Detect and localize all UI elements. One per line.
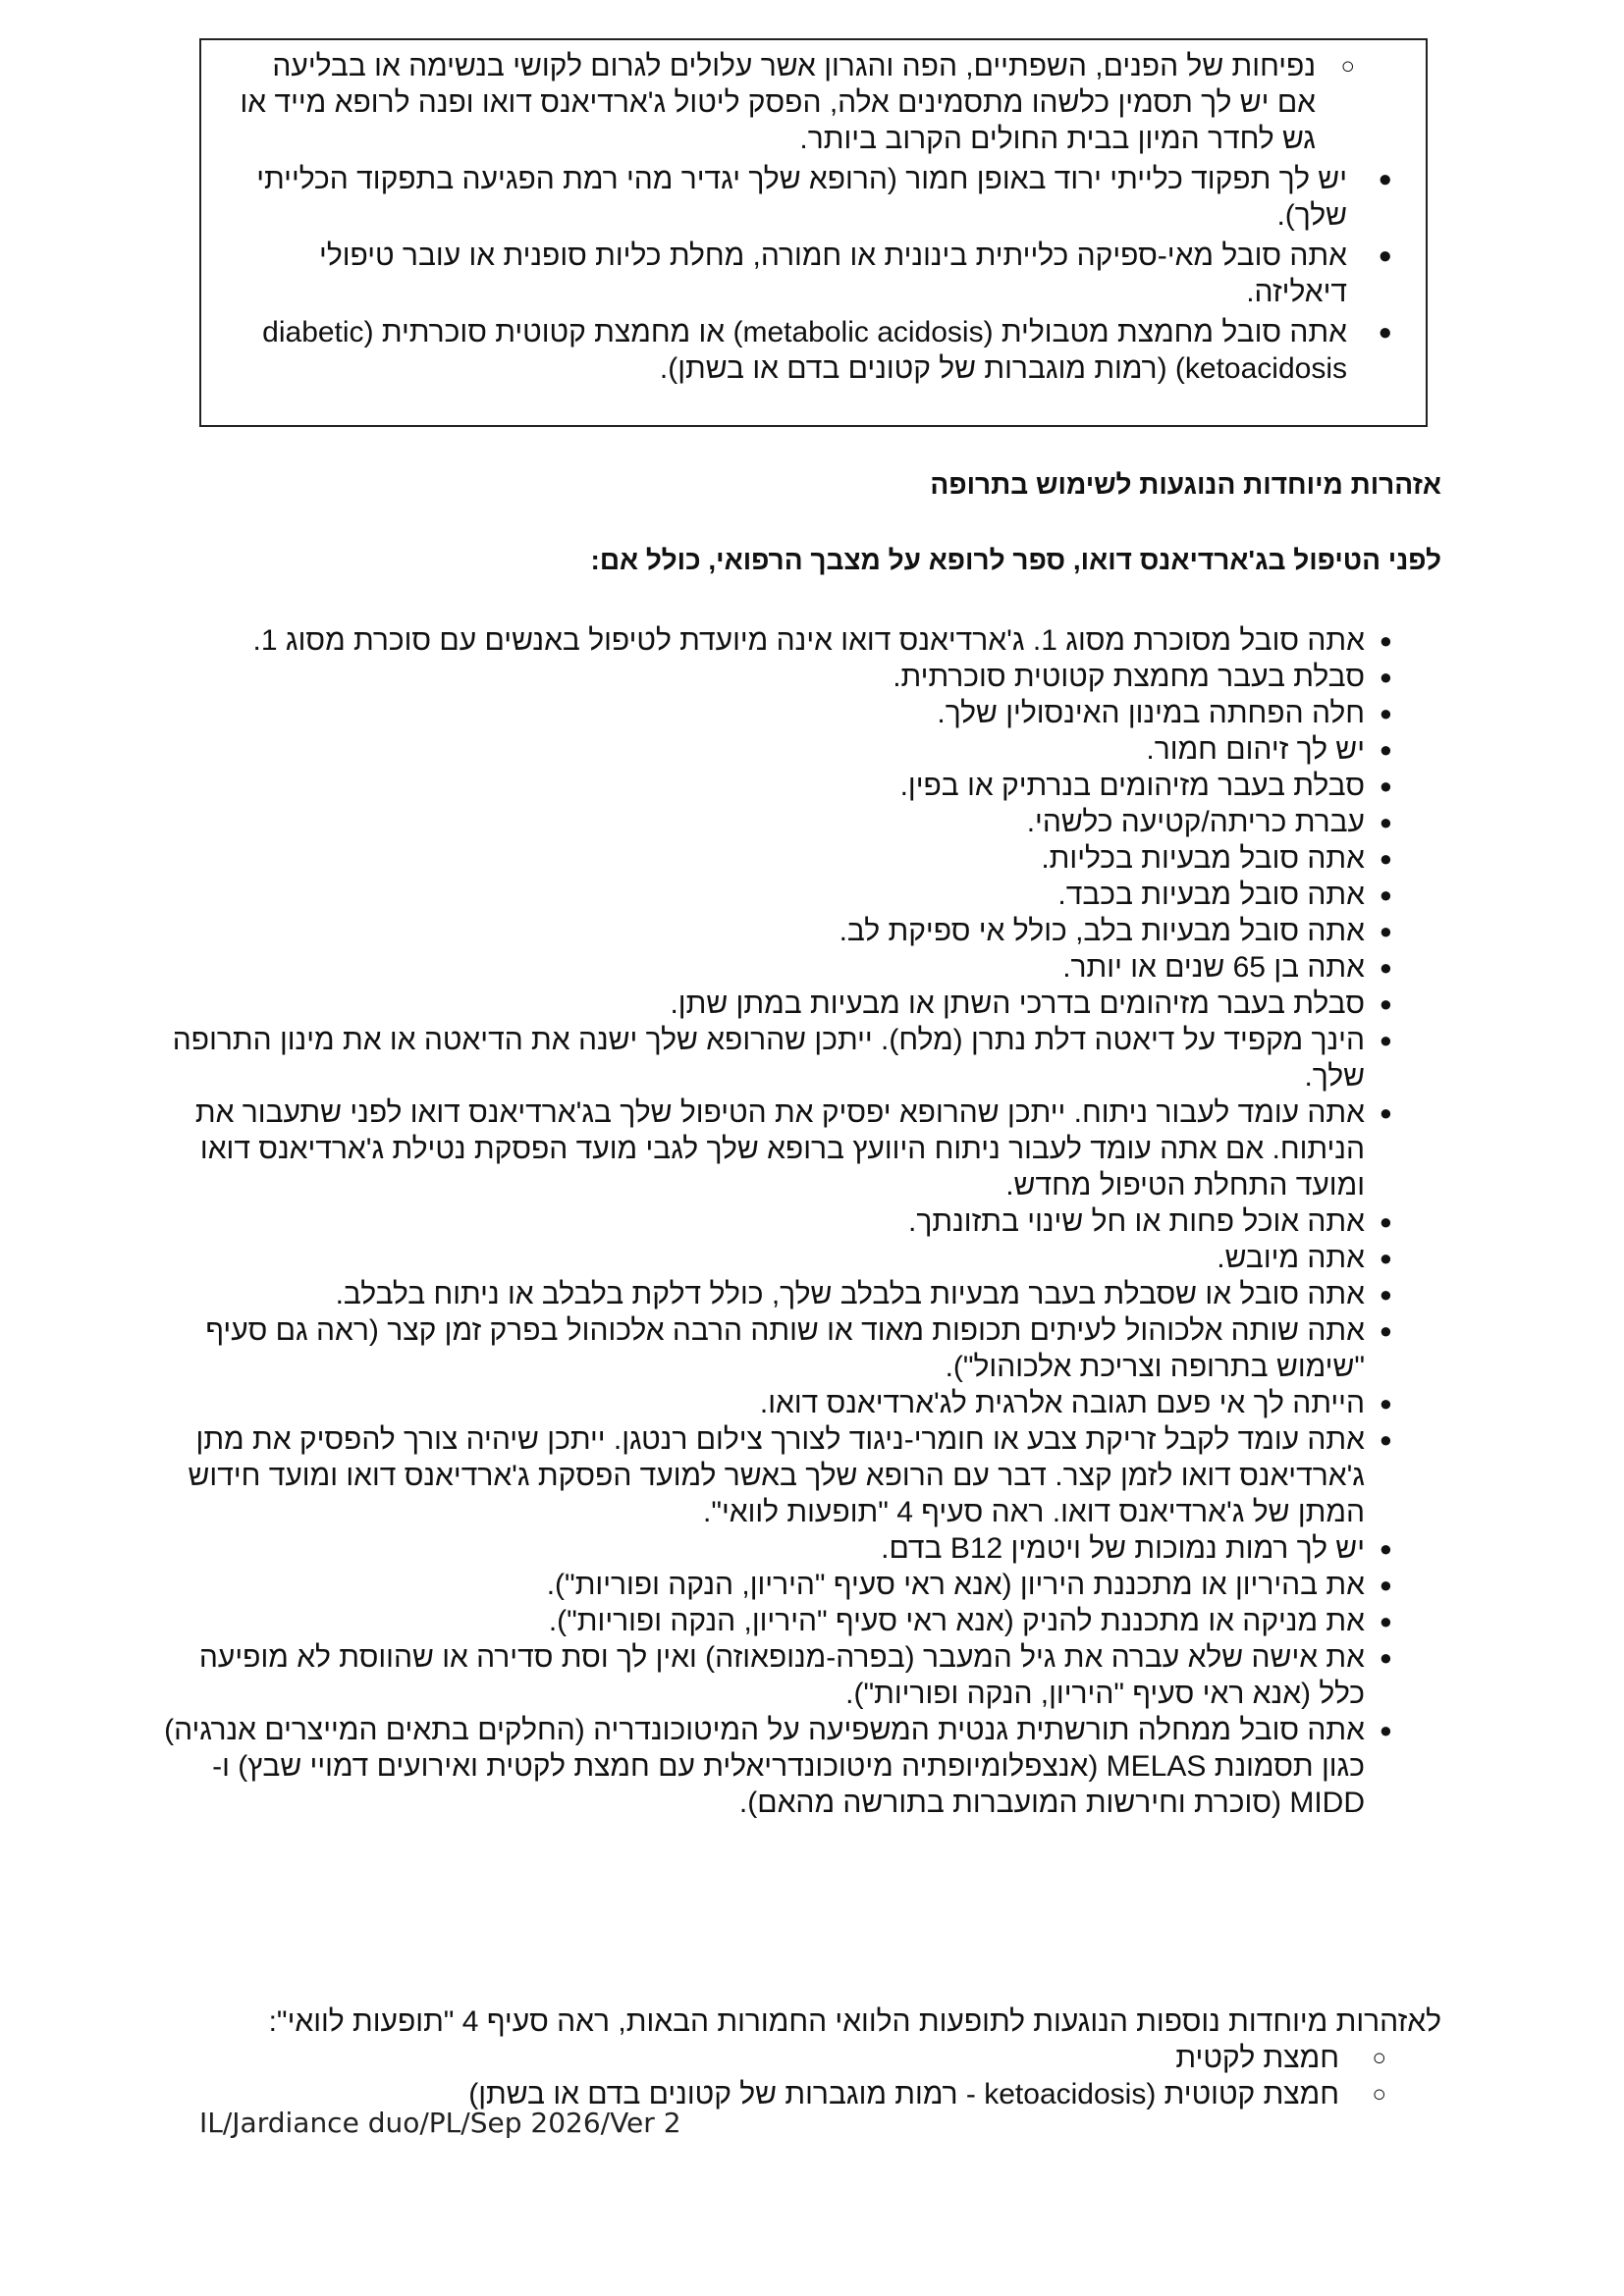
list-item-text: אתה סובל או שסבלת בעבר מבעיות בלבלב שלך, כולל דלקת בלבלב או ניתוח בלבלב. (335, 1278, 1365, 1310)
sub-list-item-text: חמצת לקטית (1175, 2042, 1339, 2074)
list-item-text: אתה עומד לקבל זריקת צבע או חומרי-ניגוד לצורך צילום רנטגן. ייתכן שיהיה צורך להפסיק את מתן ג'ארדיאנס דואו לזמן קצר. דבר עם הרופא שלך באשר למועד הפסקת ג'ארדיאנס דואו ומועד חידוש המתן של ג'ארדיאנס דואו. ראה סעיף 4 "תופעות לוואי". (188, 1423, 1365, 1528)
list-item (147, 804, 1441, 840)
list-item (147, 1567, 1441, 1603)
bullet-icon: ● (1379, 665, 1392, 689)
list-item-text: הייתה לך אי פעם תגובה אלרגית לג'ארדיאנס דואו. (759, 1387, 1365, 1419)
list-item (147, 1240, 1441, 1276)
bullet-icon: ● (1379, 810, 1392, 834)
box-bullet-item (237, 314, 1396, 387)
medical-condition-list (147, 622, 1441, 1821)
bullet-icon: ● (1379, 1645, 1392, 1670)
bullet-icon: ● (1379, 1718, 1392, 1742)
bullet-icon: ● (1378, 319, 1392, 346)
bullet-icon: ● (1379, 1536, 1392, 1561)
section-heading: אזהרות מיוחדות הנוגעות לשימוש בתרופה (930, 469, 1441, 500)
list-item (147, 1276, 1441, 1312)
side-effects-intro: לאזהרות מיוחדות נוספות הנוגעות לתופעות הלוואי החמורות הבאות, ראה סעיף 4 "תופעות לוואי": (268, 2005, 1441, 2038)
circle-item-text: נפיחות של הפנים, השפתיים, הפה והגרון אשר עלולים לגרום לקושי בנשימה או בבליעה (272, 50, 1316, 82)
list-item (147, 1022, 1441, 1095)
list-item (147, 1530, 1441, 1567)
list-item (147, 695, 1441, 731)
bullet-icon: ● (1379, 1427, 1392, 1452)
list-item-text: את מניקה או מתכננת להניק (אנא ראי סעיף "היריון, הנקה ופוריות"). (548, 1605, 1365, 1637)
box-bullet-item (237, 238, 1396, 310)
bullet-icon: ● (1379, 1391, 1392, 1415)
list-item-text: סבלת בעבר מחמצת קטוטית סוכרתית. (893, 661, 1365, 693)
circle-bullet-icon: ○ (1372, 2081, 1386, 2108)
serious-side-effects-note (147, 2003, 1441, 2112)
list-item (147, 1385, 1441, 1421)
sub-list-item-text: חמצת קטוטית (ketoacidosis - רמות מוגברות של קטונים בדם או בשתן) (468, 2078, 1339, 2110)
list-item-text: אתה מיובש. (1217, 1242, 1365, 1274)
list-item-text: את אישה שלא עברה את גיל המעבר (בפרה-מנופאוזה) ואין לך וסת סדירה או שהווסת לא מופיעה כלל (אנא ראי סעיף "היריון, הנקה ופוריות"). (198, 1641, 1365, 1710)
bullet-icon: ● (1379, 1282, 1392, 1307)
list-item (147, 949, 1441, 986)
bullet-icon: ● (1379, 919, 1392, 943)
bullet-icon: ● (1379, 1609, 1392, 1633)
list-item-text: אתה אוכל פחות או חל שינוי בתזונתך. (908, 1205, 1365, 1238)
bullet-icon: ● (1379, 701, 1392, 725)
box-bullet-text: אתה סובל מאי-ספיקה כלייתית בינונית או חמורה, מחלת כליות סופנית או עובר טיפולי דיאליזה. (319, 240, 1347, 308)
list-item-text: אתה בן 65 שנים או יותר. (1062, 951, 1365, 984)
bullet-icon: ● (1379, 955, 1392, 980)
box-bullet-item (237, 161, 1396, 234)
list-item-text: עברת כריתה/קטיעה כלשהי. (1026, 806, 1365, 838)
bullet-icon: ● (1379, 1246, 1392, 1270)
bullet-icon: ● (1379, 882, 1392, 907)
list-item (147, 986, 1441, 1022)
list-item (147, 1203, 1441, 1240)
list-item (147, 768, 1441, 804)
list-item (147, 1095, 1441, 1203)
bullet-icon: ● (1379, 628, 1392, 653)
list-item-text: הינך מקפיד על דיאטה דלת נתרן (מלח). ייתכן שהרופא שלך ישנה את הדיאטה או את מינון התרופה שלך. (172, 1024, 1365, 1093)
list-item-text: אתה שותה אלכוהול לעיתים תכופות מאוד או שותה הרבה אלכוהול בפרק זמן קצר (ראה גם סעיף "שימוש בתרופה וצריכת אלכוהול"). (205, 1314, 1365, 1383)
circle-list-item (237, 48, 1396, 84)
box-content (237, 48, 1396, 387)
circle-bullet-icon: ○ (1340, 53, 1355, 80)
subsection-heading: לפני הטיפול בג'ארדיאנס דואו, ספר לרופא על מצבך הרפואי, כולל אם: (590, 545, 1441, 575)
contraindications-box (199, 38, 1428, 427)
bullet-icon: ● (1379, 1209, 1392, 1234)
list-item (147, 877, 1441, 913)
circle-bullet-icon: ○ (1372, 2045, 1386, 2071)
list-item-text: יש לך רמות נמוכות של ויטמין B12 בדם. (881, 1532, 1365, 1565)
list-item-text: חלה הפחתה במינון האינסולין שלך. (937, 697, 1365, 729)
list-item (147, 659, 1441, 695)
bullet-icon: ● (1379, 774, 1392, 798)
list-item-text: אתה סובל מבעיות בכליות. (1041, 842, 1365, 875)
list-item (147, 1639, 1441, 1712)
list-item (147, 731, 1441, 768)
box-bullet-text: אתה סובל מחמצת מטבולית (metabolic acidosis) או מחמצת קטוטית סוכרתית (diabetic ketoacidosis) (רמות מוגברות של קטונים בדם או בשתן). (262, 316, 1347, 385)
bullet-icon: ● (1378, 242, 1392, 269)
list-item (147, 1603, 1441, 1639)
list-item-text: סבלת בעבר מזיהומים בנרתיק או בפין. (899, 770, 1365, 802)
list-item-text: אתה סובל מבעיות בכבד. (1057, 879, 1365, 911)
box-bullet-text: יש לך תפקוד כלייתי ירוד באופן חמור (הרופא שלך יגדיר מהי רמת הפגיעה בתפקוד הכלייתי שלך). (256, 163, 1347, 232)
list-item-text: אתה סובל ממחלה תורשתית גנטית המשפיעה על המיטוכונדריה (החלקים בתאים המייצרים אנרגיה) כגון תסמונת MELAS (אנצפלומיופתיה מיטוכונדריאלית עם חמצת לקטית ואירועים דמויי שבץ) ו- MIDD (סוכרת וחירשות המועברות בתורשה מהאם). (164, 1714, 1365, 1819)
bullet-icon: ● (1379, 1028, 1392, 1052)
list-item-text: אתה סובל מבעיות בלב, כולל אי ספיקת לב. (839, 915, 1365, 947)
list-item (147, 1312, 1441, 1385)
list-item (147, 840, 1441, 877)
bullet-icon: ● (1379, 846, 1392, 871)
box-followup-text: אם יש לך תסמין כלשהו מתסמינים אלה, הפסק ליטול ג'ארדיאנס דואו ופנה לרופא מייד או גש לחדר המיון בבית החולים הקרוב ביותר. (240, 86, 1316, 155)
list-item-text: אתה עומד לעבור ניתוח. ייתכן שהרופא יפסיק את הטיפול שלך בג'ארדיאנס דואו לפני שתעבור את הניתוח. אם אתה עומד לעבור ניתוח היוועץ ברופא שלך לגבי מועד הפסקת נטילת ג'ארדיאנס דואו ומועד התחלת הטיפול מחדש. (194, 1096, 1365, 1201)
bullet-icon: ● (1379, 737, 1392, 762)
bullet-icon: ● (1379, 1318, 1392, 1343)
list-item-text: את בהיריון או מתכננת היריון (אנא ראי סעיף "היריון, הנקה ופוריות"). (546, 1569, 1365, 1601)
list-item (147, 622, 1441, 659)
sub-list-item (147, 2040, 1441, 2076)
document-footer: IL/Jardiance duo/PL/Sep 2026/Ver 2 (199, 2107, 681, 2139)
list-item-text: אתה סובל מסוכרת מסוג 1. ג'ארדיאנס דואו אינה מיועדת לטיפול באנשים עם סוכרת מסוג 1. (252, 624, 1365, 657)
bullet-icon: ● (1379, 991, 1392, 1016)
bullet-icon: ● (1379, 1100, 1392, 1125)
list-item-text: סבלת בעבר מזיהומים בדרכי השתן או מבעיות במתן שתן. (670, 988, 1365, 1020)
list-item (147, 1712, 1441, 1821)
bullet-icon: ● (1379, 1573, 1392, 1597)
list-item (147, 1421, 1441, 1530)
list-item (147, 913, 1441, 949)
bullet-icon: ● (1378, 166, 1392, 192)
list-item-text: יש לך זיהום חמור. (1146, 733, 1365, 766)
